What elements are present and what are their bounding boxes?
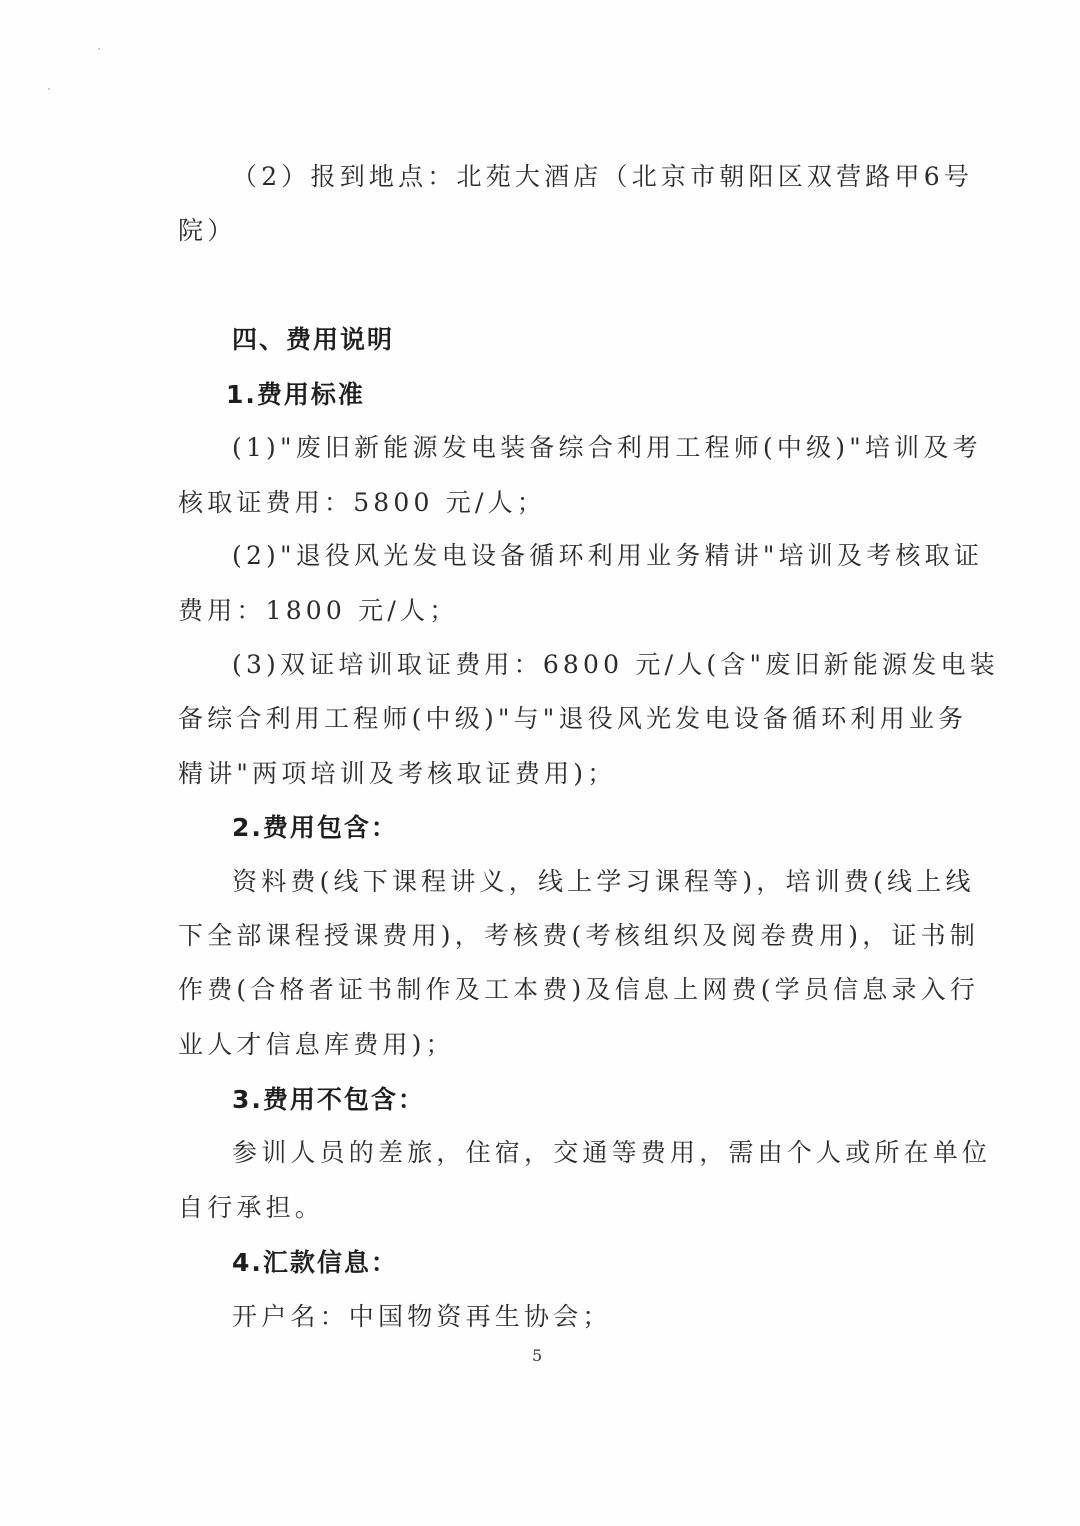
registration-location-line: （2）报到地点：北苑大酒店（北京市朝阳区双营路甲6号 (232, 162, 974, 191)
page-number: 5 (532, 1346, 543, 1365)
fee-includes-cont: 下全部课程授课费用)，考核费(考核组织及阅卷费用)，证书制 (178, 921, 980, 950)
fee-item-3-cont: 精讲"两项培训及考核取证费用)； (178, 759, 617, 788)
fee-excludes-para: 参训人员的差旅，住宿，交通等费用，需由个人或所在单位 (232, 1138, 992, 1167)
subheading-fee-includes: 2.费用包含： (232, 813, 398, 842)
section-heading-fees: 四、费用说明 (232, 325, 395, 354)
scan-speck (98, 48, 100, 50)
subheading-fee-standard: 1.费用标准 (226, 380, 365, 409)
fee-includes-cont: 业人才信息库费用)； (178, 1030, 455, 1059)
fee-excludes-cont: 自行承担。 (178, 1193, 325, 1222)
fee-item-2-cont: 费用：1800 元/人； (178, 596, 459, 625)
fee-item-2: (2)"退役风光发电设备循环利用业务精讲"培训及考核取证 (232, 541, 984, 570)
scan-speck (48, 88, 50, 90)
subheading-remittance-info: 4.汇款信息： (232, 1248, 398, 1277)
account-name-line: 开户名：中国物资再生协会； (232, 1302, 612, 1331)
fee-item-1: (1)"废旧新能源发电装备综合利用工程师(中级)"培训及考 (232, 433, 982, 462)
subheading-fee-excludes: 3.费用不包含： (232, 1085, 425, 1114)
fee-includes-cont: 作费(合格者证书制作及工本费)及信息上网费(学员信息录入行 (178, 975, 980, 1004)
fee-item-3: (3)双证培训取证费用：6800 元/人(含"废旧新能源发电装 (232, 650, 999, 679)
fee-item-1-cont: 核取证费用：5800 元/人； (178, 488, 546, 517)
registration-location-cont: 院） (178, 216, 237, 245)
fee-includes-para: 资料费(线下课程讲义，线上学习课程等)，培训费(线上线 (232, 867, 975, 896)
fee-item-3-cont: 备综合利用工程师(中级)"与"退役风光发电设备循环利用业务 (178, 704, 968, 733)
